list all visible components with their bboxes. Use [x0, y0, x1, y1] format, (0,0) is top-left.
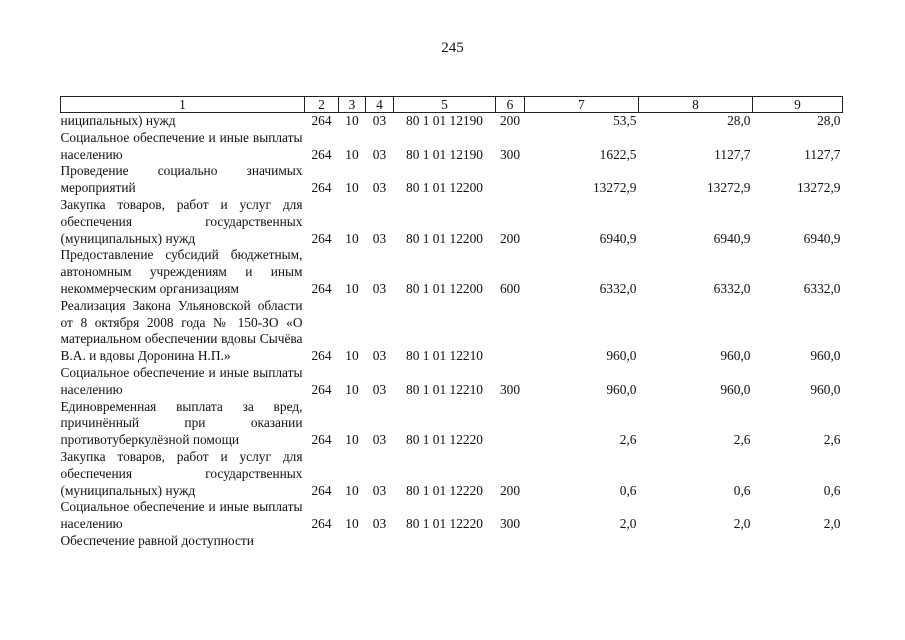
budget-table: [60, 96, 843, 550]
amount-year2-cell: 1127,7: [714, 146, 751, 162]
column-header: 9: [753, 97, 843, 113]
row-name-cell: Предоставление субсидий бюджетным, автономным учреждениям и иным некоммерческим организациям: [60, 247, 303, 296]
target-article-cell: 80 1 01 12210: [406, 381, 483, 397]
subsection-code-cell: 10: [345, 381, 359, 397]
target-article-cell: [394, 533, 496, 550]
target-article-cell: 80 1 01 12190: [406, 146, 483, 162]
table-row: [61, 533, 843, 550]
subsection2-code-cell: [366, 533, 394, 550]
column-header: 3: [339, 97, 366, 113]
amount-year2-cell: 6332,0: [713, 280, 751, 296]
subsection-code-cell: 10: [345, 432, 359, 448]
amount-year3-cell: 13272,9: [796, 180, 841, 196]
amount-year1-cell: 960,0: [606, 381, 637, 397]
subsection2-code-cell: 03: [372, 280, 387, 296]
section-code-cell: 264: [311, 180, 332, 196]
amount-year2-cell: 2,6: [733, 432, 751, 448]
expense-type-cell: 300: [499, 516, 521, 532]
target-article-cell: 80 1 01 12200: [406, 280, 483, 296]
section-code-cell: 264: [311, 146, 332, 162]
expense-type-cell: 600: [499, 280, 521, 296]
subsection-code-cell: 10: [345, 180, 359, 196]
subsection2-code-cell: 03: [372, 516, 387, 532]
column-header: 1: [61, 97, 305, 113]
amount-year1-cell: 13272,9: [592, 180, 637, 196]
amount-year3-cell: 6940,9: [803, 230, 841, 246]
amount-year2-cell: 6940,9: [713, 230, 751, 246]
table-row: [61, 113, 843, 130]
amount-year2-cell: 960,0: [720, 348, 751, 364]
subsection2-code-cell: 03: [372, 348, 387, 364]
subsection2-code-cell: 03: [372, 180, 387, 196]
amount-year2-cell: 960,0: [720, 381, 751, 397]
target-article-cell: 80 1 01 12210: [406, 348, 483, 364]
expense-type-cell: [496, 533, 525, 550]
subsection2-code-cell: 03: [372, 381, 387, 397]
section-code-cell: [305, 533, 339, 550]
section-code-cell: 264: [311, 482, 332, 498]
expense-type-cell: [496, 298, 525, 365]
amount-year2-cell: [639, 533, 753, 550]
column-header: 7: [525, 97, 639, 113]
table-row: [61, 247, 843, 297]
expense-type-cell: 300: [499, 381, 521, 397]
target-article-cell: 80 1 01 12200: [406, 230, 483, 246]
section-code-cell: 264: [311, 280, 332, 296]
table-row: [61, 130, 843, 164]
amount-year3-cell: 960,0: [810, 381, 841, 397]
amount-year3-cell: 1127,7: [804, 146, 841, 162]
subsection2-code-cell: 03: [372, 113, 387, 128]
amount-year1-cell: 2,0: [619, 516, 637, 532]
row-name-cell: Социальное обеспечение и иные выплаты населению: [60, 129, 303, 162]
table-row: [61, 499, 843, 533]
table-row: [61, 399, 843, 449]
subsection2-code-cell: 03: [372, 482, 387, 498]
column-header: 6: [496, 97, 525, 113]
column-header: 5: [394, 97, 496, 113]
header-row: [61, 97, 843, 113]
amount-year3-cell: 0,6: [823, 482, 841, 498]
amount-year1-cell: 6940,9: [599, 230, 637, 246]
table-row: [61, 449, 843, 499]
amount-year1-cell: 1622,5: [599, 146, 637, 162]
subsection2-code-cell: 03: [372, 146, 387, 162]
table-body: [61, 113, 843, 550]
section-code-cell: 264: [311, 432, 332, 448]
expense-type-cell: 200: [499, 113, 521, 128]
amount-year1-cell: 53,5: [613, 113, 637, 128]
amount-year3-cell: 2,0: [823, 516, 841, 532]
section-code-cell: 264: [311, 516, 332, 532]
section-code-cell: 264: [311, 230, 332, 246]
row-name-cell: Закупка товаров, работ и услуг для обеспечения государственных (муниципальных) нужд: [60, 196, 303, 246]
subsection-code-cell: 10: [345, 230, 359, 246]
amount-year3-cell: 28,0: [817, 113, 841, 128]
amount-year2-cell: 2,0: [733, 516, 751, 532]
expense-type-cell: 300: [499, 146, 521, 162]
row-name-cell: Единовременная выплата за вред, причинённый при оказании противотуберкулёзной помощи: [60, 398, 303, 448]
target-article-cell: 80 1 01 12220: [406, 432, 483, 448]
row-name-cell: Обеспечение равной доступности: [60, 532, 254, 548]
row-name-cell: Проведение социально значимых мероприятий: [60, 163, 303, 196]
amount-year3-cell: 2,6: [823, 432, 841, 448]
table-row: [61, 365, 843, 399]
table-row: [61, 163, 843, 197]
subsection2-code-cell: 03: [372, 230, 387, 246]
subsection-code-cell: 10: [345, 280, 359, 296]
row-name-cell: Социальное обеспечение и иные выплаты населению: [60, 364, 303, 397]
row-name-cell: ниципальных) нужд: [60, 113, 176, 128]
expense-type-cell: [496, 399, 525, 449]
amount-year2-cell: 0,6: [733, 482, 751, 498]
amount-year3-cell: 6332,0: [803, 280, 841, 296]
amount-year1-cell: [525, 533, 639, 550]
subsection-code-cell: 10: [345, 146, 359, 162]
expense-type-cell: 200: [499, 230, 521, 246]
section-code-cell: 264: [311, 381, 332, 397]
subsection2-code-cell: 03: [372, 432, 387, 448]
column-header: 8: [639, 97, 753, 113]
subsection-code-cell: 10: [345, 113, 359, 128]
section-code-cell: 264: [311, 348, 332, 364]
target-article-cell: 80 1 01 12200: [406, 180, 483, 196]
table-row: [61, 197, 843, 247]
subsection-code-cell: 10: [345, 482, 359, 498]
amount-year2-cell: 13272,9: [706, 180, 751, 196]
amount-year1-cell: 6332,0: [599, 280, 637, 296]
page-number: 245: [441, 40, 464, 56]
expense-type-cell: 200: [499, 482, 521, 498]
column-header: 2: [305, 97, 339, 113]
row-name-cell: Реализация Закона Ульяновской области от 8 октября 2008 года № 150-ЗО «О материальном обеспечении вдовы Сычёва В.А. и вдовы Доронина Н.П.»: [60, 297, 303, 364]
amount-year1-cell: 2,6: [619, 432, 637, 448]
subsection-code-cell: 10: [345, 348, 359, 364]
target-article-cell: 80 1 01 12190: [406, 113, 483, 128]
amount-year1-cell: 0,6: [619, 482, 637, 498]
section-code-cell: 264: [311, 113, 332, 128]
row-name-cell: Закупка товаров, работ и услуг для обеспечения государственных (муниципальных) нужд: [60, 448, 303, 498]
column-header: 4: [366, 97, 394, 113]
subsection-code-cell: 10: [345, 516, 359, 532]
target-article-cell: 80 1 01 12220: [406, 482, 483, 498]
amount-year1-cell: 960,0: [606, 348, 637, 364]
target-article-cell: 80 1 01 12220: [406, 516, 483, 532]
expense-type-cell: [496, 163, 525, 197]
amount-year3-cell: [753, 533, 843, 550]
row-name-cell: Социальное обеспечение и иные выплаты населению: [60, 499, 303, 532]
amount-year3-cell: 960,0: [810, 348, 841, 364]
table-row: [61, 298, 843, 365]
amount-year2-cell: 28,0: [727, 113, 751, 128]
subsection-code-cell: [339, 533, 366, 550]
